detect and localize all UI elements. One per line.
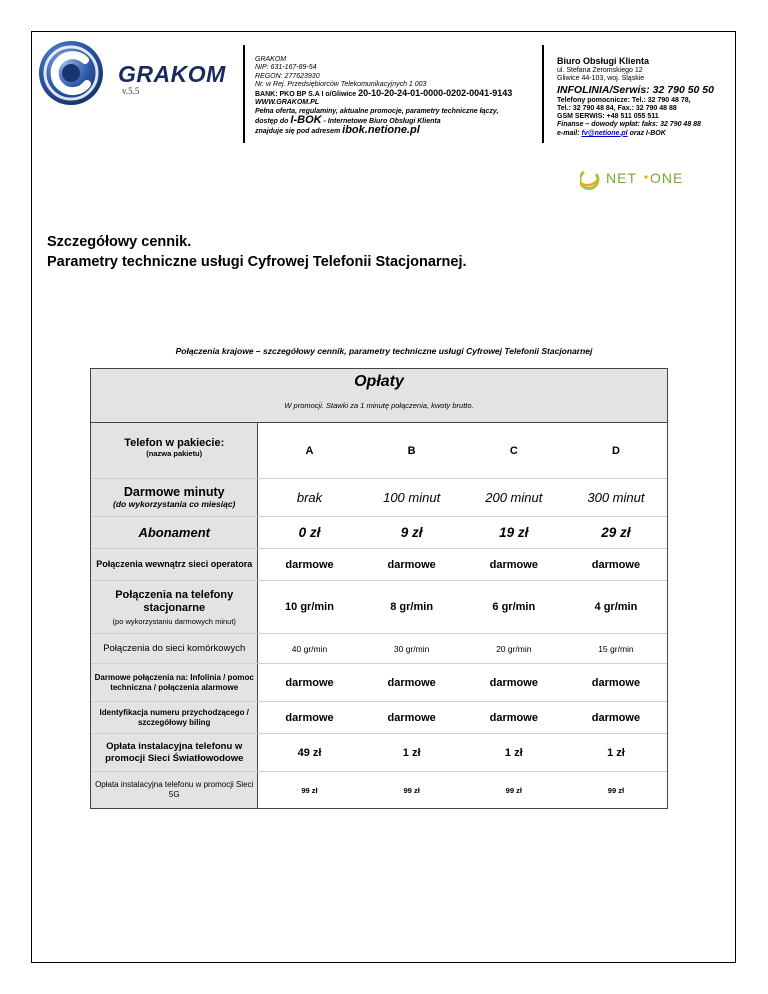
header-divider [542, 45, 544, 143]
grakom-logo-icon [35, 38, 107, 108]
brand-name: GRAKOM [118, 61, 226, 87]
address-url[interactable]: ibok.netione.pl [342, 124, 420, 137]
table-row [91, 664, 667, 702]
table-subtitle: W promocji. Stawki za 1 minutę połączenia, kwoty brutto. [284, 401, 474, 410]
table-cell: 1 zł [504, 746, 523, 759]
bank-prefix: BANK: PKO BP S.A I o/Gliwice [255, 91, 357, 99]
office-email [557, 130, 737, 138]
company-info [255, 56, 540, 137]
table-row [91, 772, 667, 808]
table-cell: darmowe [387, 558, 436, 571]
table-cell: 0 zł [298, 525, 321, 540]
table-cell: darmowe [591, 711, 641, 724]
netione-logo-icon [580, 166, 692, 190]
company-bank [255, 89, 540, 99]
table-cell: darmowe [591, 676, 641, 689]
table-row [91, 734, 667, 772]
company-nip: NIP: 631-167-89-54 [255, 64, 317, 72]
table-cell: C [509, 444, 518, 457]
version-label: v.5.5 [122, 86, 140, 96]
row-label [91, 634, 258, 663]
table-row [91, 581, 667, 634]
company-offer: Pełna oferta, regulaminy, aktualne promocje, parametry techniczne łączy, [255, 107, 499, 115]
row-label [91, 479, 258, 516]
row-label [91, 772, 258, 808]
office-support-phones: Telefony pomocnicze: Tel.: 32 790 48 78, [557, 96, 691, 104]
table-cell: 9 zł [400, 525, 423, 540]
table-caption: Połączenia krajowe – szczegółowy cennik, parametry techniczne usługi Cyfrowej Telefonii Stacjonarnej [175, 346, 593, 356]
row-label [91, 702, 258, 733]
address-prefix: znajduje się pod adresem [255, 128, 341, 136]
company-address [255, 126, 540, 136]
table-title: Opłaty [354, 373, 404, 390]
table-cell: darmowe [285, 558, 334, 571]
table-cell: 10 gr/min [285, 601, 334, 613]
table-cell: 40 gr/min [291, 643, 328, 654]
table-cell: 19 zł [499, 525, 529, 540]
table-cell: 6 gr/min [492, 601, 536, 613]
table-cell: 29 zł [601, 525, 631, 540]
table-cell: 200 minut [485, 490, 543, 505]
company-register: Nr. w Rej. Przedsiębiorców Telekomunikacyjnych 1 003 [255, 80, 427, 88]
row-label-text: Telefon w pakiecie: [124, 437, 225, 449]
table-cell: A [305, 444, 314, 457]
access-prefix: dostęp do [255, 118, 289, 126]
table-cell: darmowe [489, 711, 538, 724]
row-label [91, 423, 258, 478]
table-cell: 1 zł [607, 746, 625, 759]
bank-account: 20-10-20-24-01-0000-0202-0041-9143 [358, 88, 513, 99]
table-rows [91, 423, 667, 808]
row-label [91, 517, 258, 548]
price-table [90, 368, 668, 809]
table-cell: 99 zł [403, 785, 420, 795]
access-suffix: - Internetowe Biuro Obsługi Klienta [323, 118, 441, 126]
office-gsm: GSM SERWIS: +48 511 055 511 [557, 113, 659, 121]
table-cell: 30 gr/min [393, 643, 430, 654]
table-header [91, 369, 667, 423]
row-label-text: Darmowe połączenia na: Infolinia / pomoc techniczna / połączenia alarmowe [94, 672, 254, 692]
office-info [557, 56, 737, 138]
table-cell: B [407, 444, 416, 457]
company-regon: REGON: 277623930 [255, 72, 320, 80]
table-cell: 99 zł [505, 785, 522, 795]
svg-text:NET: NET [606, 170, 637, 186]
table-cell: darmowe [387, 676, 436, 689]
company-www[interactable]: WWW.GRAKOM.PL [255, 99, 320, 107]
row-label-text: Połączenia wewnątrz sieci operatora [96, 559, 253, 569]
table-cell: darmowe [285, 711, 334, 724]
row-label-text: Abonament [138, 525, 210, 540]
table-cell: brak [296, 490, 323, 505]
table-cell: 49 zł [297, 746, 322, 759]
office-tel-fax: Tel.: 32 790 48 84, Fax.: 32 790 48 88 [557, 104, 677, 112]
office-infolinia: INFOLINIA/Serwis: 32 790 50 50 [557, 83, 714, 96]
company-name: GRAKOM [255, 56, 287, 63]
table-row [91, 702, 667, 734]
row-label [91, 549, 258, 580]
row-label-text: Darmowe minuty [123, 485, 225, 499]
header-divider [243, 45, 245, 143]
table-cell: 300 minut [587, 490, 645, 505]
row-label-text: Opłata instalacyjna telefonu w promocji Sieci 5G [95, 780, 254, 799]
document-title [47, 232, 467, 272]
table-cell: darmowe [387, 711, 436, 724]
document-title-line2: Parametry techniczne usługi Cyfrowej Telefonii Stacjonarnej. [47, 254, 467, 270]
row-sublabel: (do wykorzystania co miesiąc) [113, 499, 236, 509]
row-label-text: Identyfikacja numeru przychodzącego / szczegółowy biling [99, 707, 249, 727]
table-cell: 15 gr/min [598, 643, 634, 654]
table-cell: D [611, 444, 620, 457]
row-label-text: Połączenia do sieci komórkowych [103, 643, 246, 654]
row-sublabel: (nazwa pakietu) [146, 449, 203, 458]
email-link[interactable]: fv@netione.pl [581, 129, 628, 137]
email-prefix: e-mail: [557, 129, 580, 137]
office-street: ul. Stefana Żeromskiego 12 [557, 67, 643, 74]
table-cell: 1 zł [402, 746, 421, 759]
table-cell: 100 minut [383, 490, 441, 505]
table-cell: 8 gr/min [390, 601, 434, 613]
table-row [91, 549, 667, 581]
row-label [91, 734, 258, 771]
email-suffix: oraz I-BOK [629, 129, 666, 137]
row-label [91, 581, 258, 633]
table-cell: 20 gr/min [496, 643, 532, 654]
table-row [91, 479, 667, 517]
access-ibok: I-BOK [290, 114, 322, 127]
table-row [91, 423, 667, 479]
table-cell: darmowe [489, 558, 538, 571]
row-label-text: Opłata instalacyjna telefonu w promocji Sieci Światłowodowe [105, 740, 244, 764]
table-cell: darmowe [285, 676, 334, 689]
document-title-line1: Szczegółowy cennik. [47, 234, 192, 250]
row-label-text: Połączenia na telefony stacjonarne [115, 588, 234, 614]
table-cell: 99 zł [607, 785, 625, 795]
office-finance: Finanse – dowody wpłat: faks: 32 790 48 88 [557, 121, 701, 129]
office-title: Biuro Obsługi Klienta [557, 56, 650, 66]
svg-text:ONE: ONE [650, 170, 684, 186]
row-sublabel: (po wykorzystaniu darmowych minut) [112, 616, 236, 626]
table-row [91, 517, 667, 549]
table-cell: 99 zł [301, 785, 318, 795]
table-cell: 4 gr/min [594, 601, 638, 613]
row-label [91, 664, 258, 701]
office-city: Gliwice 44-103, woj. Śląskie [557, 75, 645, 83]
table-cell: darmowe [489, 676, 538, 689]
table-row [91, 634, 667, 664]
table-cell: darmowe [591, 558, 641, 571]
